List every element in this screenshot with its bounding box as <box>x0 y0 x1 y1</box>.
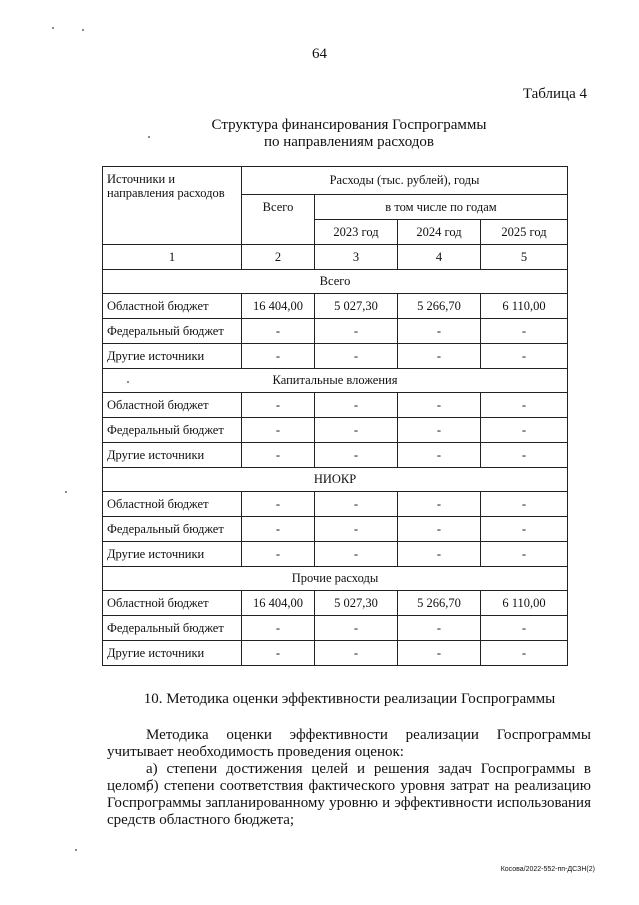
section-title: Всего <box>103 270 568 294</box>
row-other-sources <box>103 443 568 468</box>
value-cell: - <box>242 393 315 418</box>
paragraph-item-a: а) степени достижения целей и решения задач Госпрограммы в целом; <box>107 761 591 794</box>
table-title-line-1: Структура финансирования Госпрограммы <box>211 117 487 133</box>
value-cell: - <box>398 393 481 418</box>
row-label: Областной бюджет <box>103 591 242 616</box>
row-label: Федеральный бюджет <box>103 616 242 641</box>
value-cell: - <box>242 344 315 369</box>
value-cell: - <box>315 616 398 641</box>
value-cell: 5 266,70 <box>398 294 481 319</box>
page-number: 64 <box>312 46 327 62</box>
header-expenses: Расходы (тыс. рублей), годы <box>242 167 568 195</box>
value-cell: - <box>481 319 568 344</box>
value-cell: 16 404,00 <box>242 591 315 616</box>
value-cell: - <box>481 492 568 517</box>
row-regional-budget <box>103 294 568 319</box>
row-label: Областной бюджет <box>103 393 242 418</box>
row-regional-budget <box>103 591 568 616</box>
value-cell: - <box>398 418 481 443</box>
row-label: Федеральный бюджет <box>103 418 242 443</box>
col-number: 3 <box>315 245 398 270</box>
value-cell: - <box>398 492 481 517</box>
table-title <box>0 117 639 151</box>
value-cell: - <box>242 319 315 344</box>
value-cell: - <box>481 517 568 542</box>
value-cell: 6 110,00 <box>481 591 568 616</box>
value-cell: - <box>398 319 481 344</box>
value-cell: - <box>481 641 568 666</box>
col-number: 4 <box>398 245 481 270</box>
scan-speck <box>148 136 150 138</box>
header-year-2025: 2025 год <box>481 220 568 245</box>
scan-speck <box>65 491 67 493</box>
section-heading: 10. Методика оценки эффективности реализации Госпрограммы <box>143 691 556 707</box>
row-label: Другие источники <box>103 344 242 369</box>
col-number: 1 <box>103 245 242 270</box>
value-cell: - <box>242 641 315 666</box>
section-title: НИОКР <box>103 468 568 492</box>
value-cell: 6 110,00 <box>481 294 568 319</box>
row-label: Федеральный бюджет <box>103 517 242 542</box>
row-label: Другие источники <box>103 641 242 666</box>
paragraph-intro: Методика оценки эффективности реализации Госпрограммы учитывает необходимость проведения оценок: <box>107 727 591 760</box>
value-cell: - <box>398 616 481 641</box>
value-cell: - <box>315 492 398 517</box>
value-cell: - <box>398 517 481 542</box>
value-cell: - <box>398 641 481 666</box>
value-cell: - <box>398 542 481 567</box>
row-label: Другие источники <box>103 542 242 567</box>
value-cell: - <box>315 393 398 418</box>
row-other-sources <box>103 641 568 666</box>
value-cell: - <box>315 443 398 468</box>
row-label: Федеральный бюджет <box>103 319 242 344</box>
value-cell: - <box>242 517 315 542</box>
scan-speck <box>52 27 54 29</box>
row-federal-budget <box>103 517 568 542</box>
table-title-line-2: по направлениям расходов <box>263 134 434 150</box>
row-other-sources <box>103 344 568 369</box>
value-cell: - <box>242 616 315 641</box>
header-total: Всего <box>242 195 315 245</box>
financing-table <box>102 166 568 666</box>
col-number: 5 <box>481 245 568 270</box>
row-federal-budget <box>103 319 568 344</box>
value-cell: - <box>242 542 315 567</box>
value-cell: - <box>242 443 315 468</box>
value-cell: - <box>398 344 481 369</box>
value-cell: - <box>481 616 568 641</box>
row-label: Областной бюджет <box>103 294 242 319</box>
row-label: Областной бюджет <box>103 492 242 517</box>
value-cell: - <box>315 344 398 369</box>
col-number: 2 <box>242 245 315 270</box>
value-cell: - <box>481 443 568 468</box>
value-cell: - <box>481 418 568 443</box>
footer-document-code: Косова/2022-552-пп-ДСЗН(2) <box>500 866 595 873</box>
row-regional-budget <box>103 393 568 418</box>
value-cell: - <box>315 641 398 666</box>
header-sources: Источники и направления расходов <box>103 167 242 245</box>
section-title: Прочие расходы <box>103 567 568 591</box>
row-other-sources <box>103 542 568 567</box>
value-cell: - <box>315 319 398 344</box>
row-label: Другие источники <box>103 443 242 468</box>
value-cell: - <box>481 393 568 418</box>
scan-speck <box>127 381 129 383</box>
value-cell: 5 027,30 <box>315 591 398 616</box>
header-year-2024: 2024 год <box>398 220 481 245</box>
row-federal-budget <box>103 418 568 443</box>
value-cell: - <box>242 492 315 517</box>
value-cell: - <box>398 443 481 468</box>
row-regional-budget <box>103 492 568 517</box>
value-cell: - <box>242 418 315 443</box>
value-cell: - <box>315 542 398 567</box>
paragraph-item-b: б) степени соответствия фактического уровня затрат на реализацию Госпрограммы запланированному уровню и эффективности использования средств областного бюджета; <box>107 778 591 828</box>
header-year-2023: 2023 год <box>315 220 398 245</box>
value-cell: 5 266,70 <box>398 591 481 616</box>
header-by-years: в том числе по годам <box>315 195 568 220</box>
value-cell: - <box>481 344 568 369</box>
scan-speck <box>82 29 84 31</box>
section-title: Капитальные вложения <box>103 369 568 393</box>
row-federal-budget <box>103 616 568 641</box>
value-cell: - <box>315 517 398 542</box>
value-cell: 16 404,00 <box>242 294 315 319</box>
scan-speck <box>75 849 77 851</box>
value-cell: - <box>315 418 398 443</box>
value-cell: - <box>481 542 568 567</box>
table-label: Таблица 4 <box>522 86 587 102</box>
value-cell: 5 027,30 <box>315 294 398 319</box>
